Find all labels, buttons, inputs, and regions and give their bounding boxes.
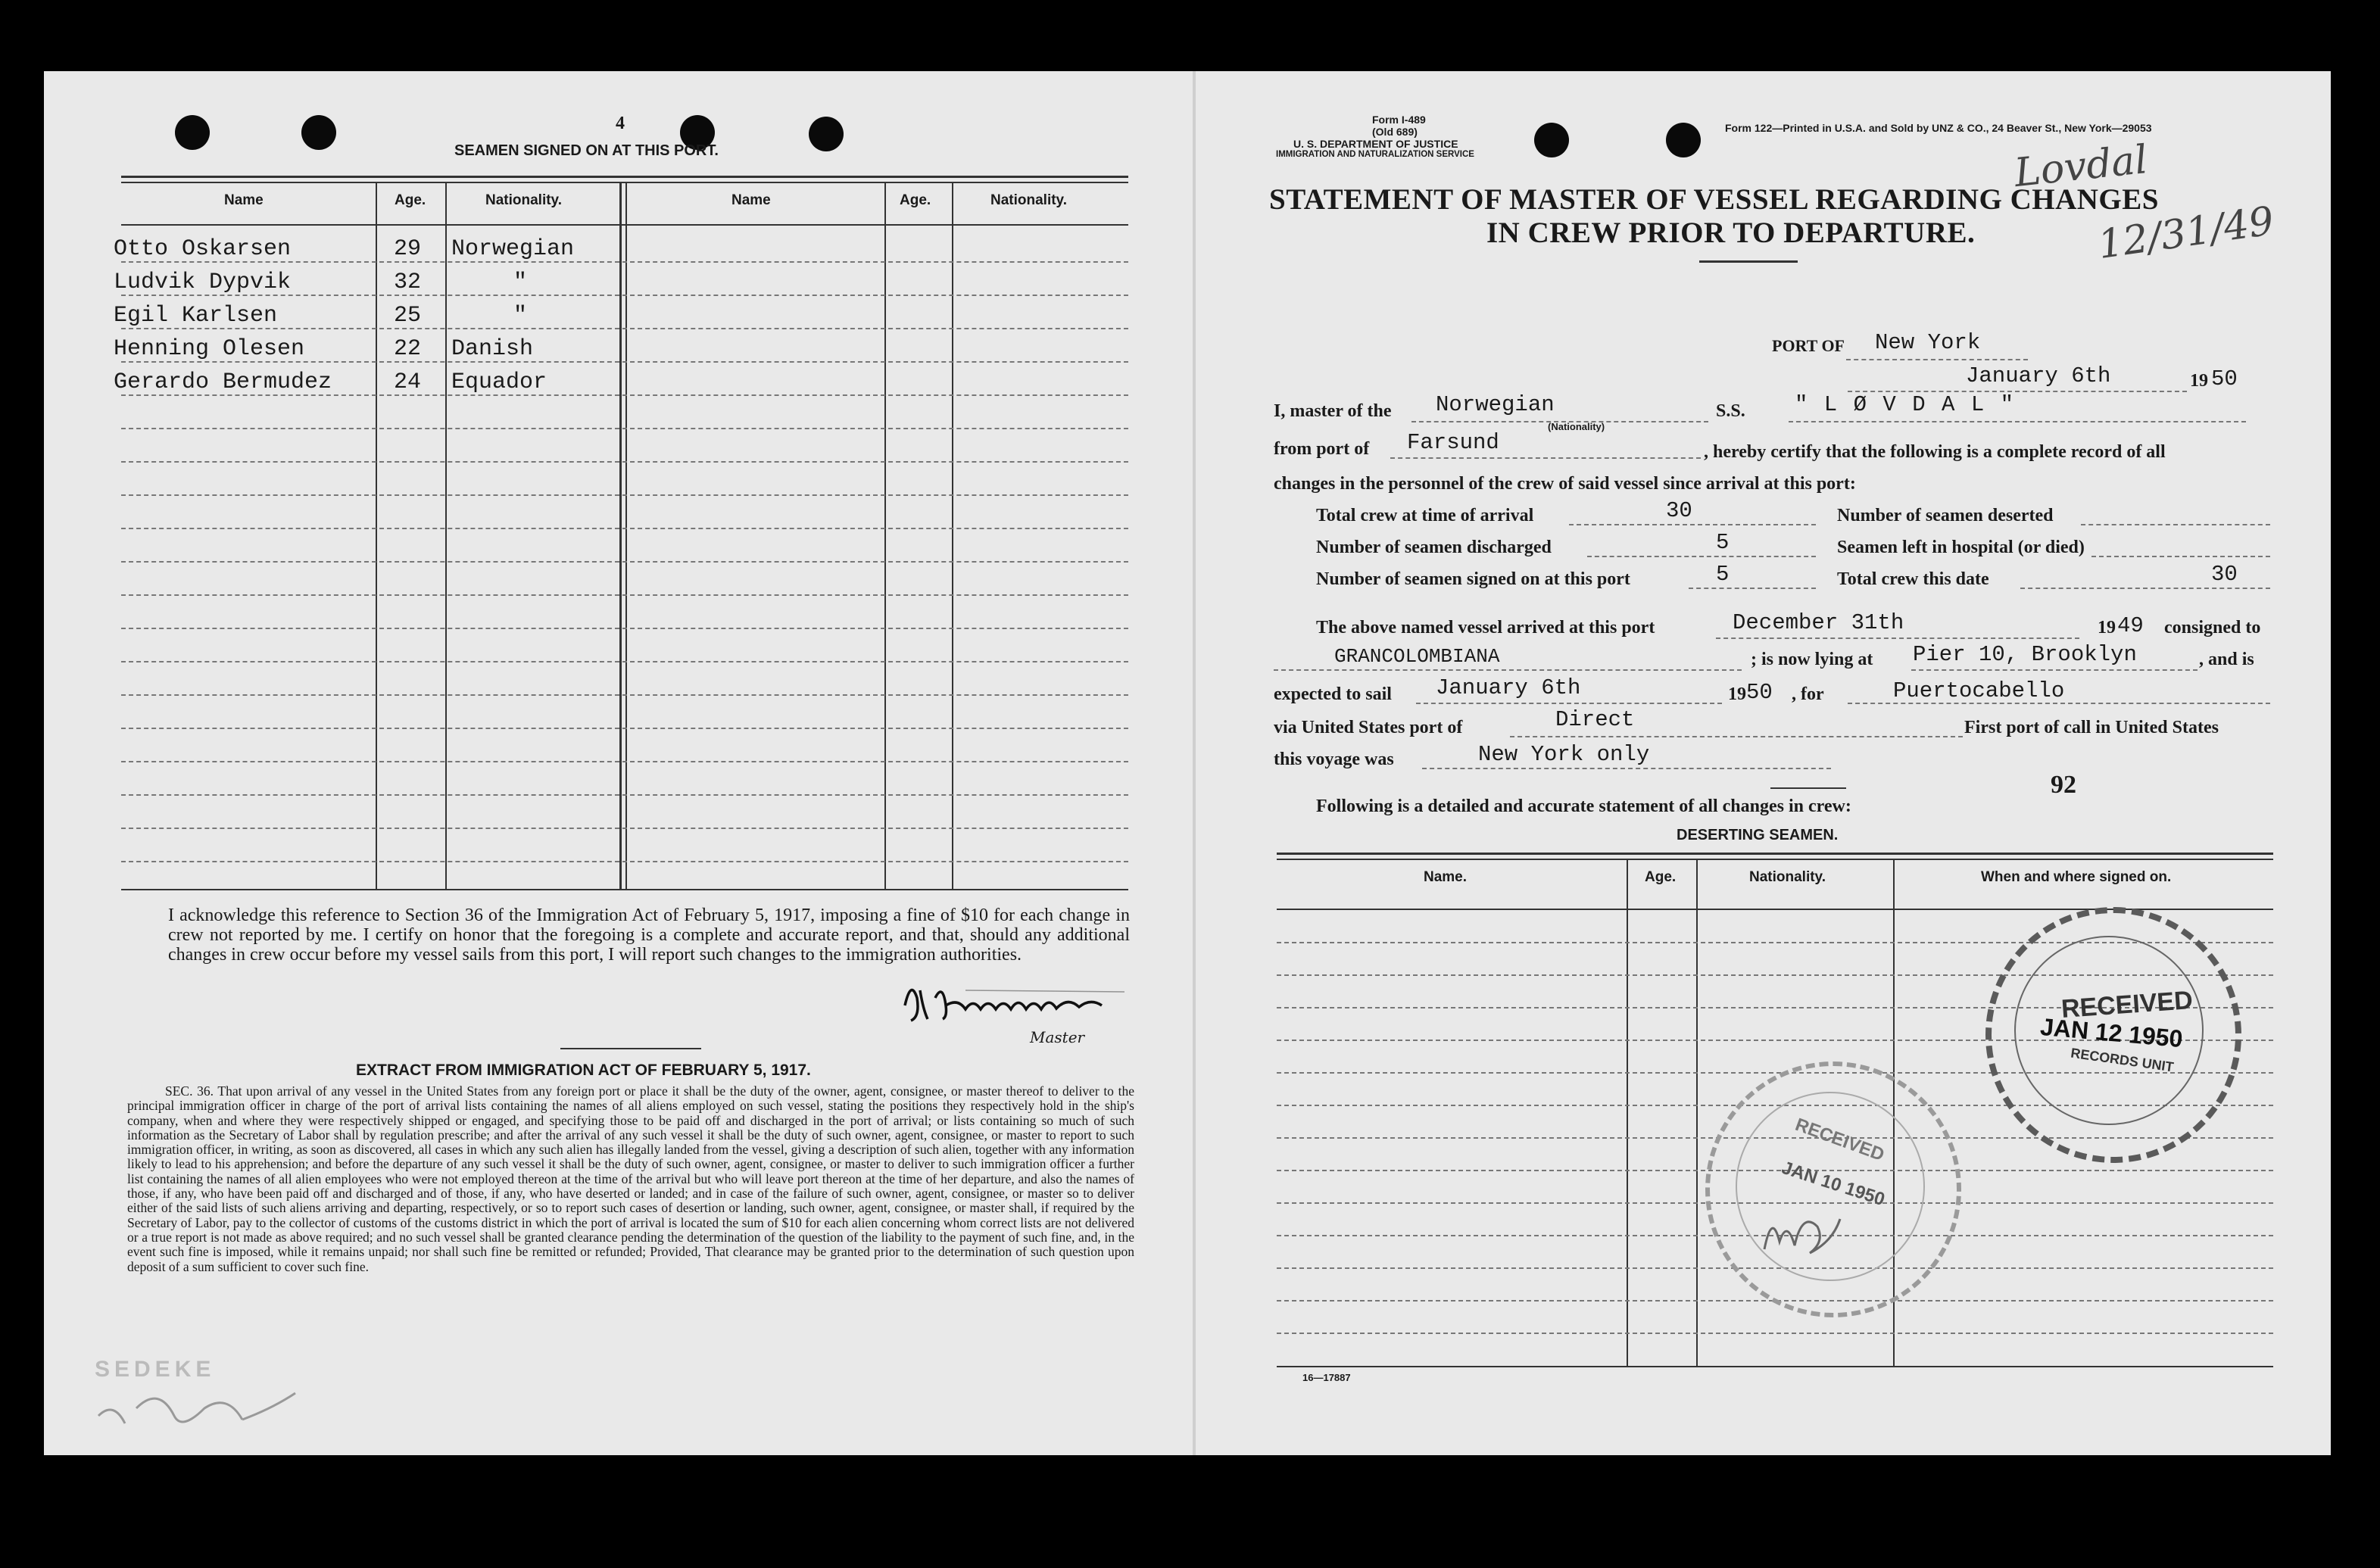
department-label: U. S. DEPARTMENT OF JUSTICE [1293,138,1458,150]
vessel-name: " L Ø V D A L " [1795,392,2016,417]
signed-value: 5 [1716,562,1730,587]
from-port-value: Farsund [1407,430,1499,455]
seaman-name: Henning Olesen [114,336,305,362]
seaman-nationality: " [513,270,528,295]
discharged-line [1587,556,1816,557]
lying-line [1911,669,2198,671]
date-value: January 6th [1966,363,2111,388]
for-value: Puertocabello [1893,678,2065,703]
deserted-label: Number of seamen deserted [1837,506,2054,525]
punch-hole [1666,123,1701,157]
table-row [114,303,277,329]
and-is-label: , and is [2199,650,2254,669]
col-header-name-2: Name [731,192,771,208]
second-received-stamp [1705,1061,1961,1317]
deserting-col-divider [1696,859,1698,1366]
via-value: Direct [1555,707,1635,732]
table-bottom-rule [121,889,1128,890]
arrived-value: December 31th [1733,610,1904,635]
stamp-initials [1757,1196,1848,1264]
col-header-nationality: Nationality. [485,192,562,208]
port-label: PORT OF [1772,336,1845,355]
col-divider [884,182,886,890]
arrived-year-prefix: 19 [2098,618,2116,637]
first-call-label: First port of call in United States [1964,718,2219,737]
seaman-name: Ludvik Dypvik [114,270,292,295]
ss-label: S.S. [1716,401,1745,421]
changes-text: changes in the personnel of the crew of said vessel since arrival at this port: [1274,474,1856,494]
consignee-value: GRANCOLOMBIANA [1334,645,1500,668]
punch-hole [301,115,336,150]
col-header-age: Age. [395,192,426,208]
lying-value: Pier 10, Brooklyn [1913,642,2137,667]
punch-hole [175,115,210,150]
header-rule [121,224,1128,226]
total-date-line [2020,588,2270,589]
deserting-top-rule [1277,859,2273,860]
title-rule [1699,260,1798,263]
signature-divider [560,1048,701,1049]
extract-text: SEC. 36. That upon arrival of any vessel in the United States from any foreign port or place it shall be the duty of the owner, agent, consignee, or master thereof to deliver to the principal immigration officer in charge of the port of arrival lists containing the names of all aliens employed on such vessel, stating the positions they respectively hold in the ship's company, when and where they were respectively shipped or engaged, and specifying those to be paid off and discharged in the port of arrival; or lists containing so much of such information as the Secretary of Labor shall by regulation prescribe; and after the arrival of any such vessel it shall be the duty of such owner, agent, consignee, or master to report to such immigration officer, in writing, as soon as discovered, all cases in which any such alien has illegally landed from the vessel, giving a description of such alien, together with any information likely to lead to his apprehension; and before the departure of any such vessel it shall be the duty of such owner, agent, consignee, or master to deliver to such immigration officer a further list containing the names of all alien employees who were not employed thereon at the time of the arrival but who will leave port thereon at the time of her departure, and also the names of those, if any, who have been paid off and discharged and of those, if any, who have deserted or landed; and in case of the failure of such owner, agent, consignee, or master so to deliver either of the said lists of such aliens arriving and departing, respectively, or so to report such cases of desertion or landing, such owner, agent, consignee, or master shall, if required by the Secretary of Labor, pay to the collector of customs of the customs district in which the port of arrival is located the sum of $10 for each alien concerning whom correct lists are not delivered or a true report is not made as above required; and no such vessel shall be granted clearance pending the determination of the question of the liability to the payment of such fine, and, in the event such fine is imposed, while it remains unpaid; nor shall such fine be remitted or refunded; Provided, That clearance may be granted prior to the determination of such question upon deposit of a sum sufficient to cover such fine. [127,1083,1134,1274]
expected-label: expected to sail [1274,684,1392,704]
arrived-line [1716,637,2079,639]
via-line [1510,736,1963,737]
received-stamp-date: JAN 12 1950 [2038,1012,2184,1053]
table-row [114,336,304,362]
seaman-age: 24 [394,369,422,395]
lying-label: ; is now lying at [1751,650,1873,669]
form-title-line-1: STATEMENT OF MASTER OF VESSEL REGARDING CHANGES [1269,183,2159,216]
expected-value: January 6th [1436,675,1581,700]
col-divider [619,182,622,890]
master-label: Master [1030,1028,1085,1046]
acknowledgement-text: I acknowledge this reference to Section 36 of the Immigration Act of February 5, 1917, imposing a fine of $10 for each change in crew not reported by me. I certify on honor that the foregoing is a complete and accurate report, and that, should any additional changes in crew occur before my vessel sails from this port, I will report such changes to the immigration authorities. [168,906,1130,965]
year-value: 50 [2211,366,2238,391]
total-arrival-value: 30 [1666,498,1692,523]
via-label: via United States port of [1274,718,1463,737]
page-mark: 92 [2051,771,2076,799]
margin-scribble [91,1378,303,1439]
seaman-nationality: Danish [451,336,534,362]
printer-note: Form 122—Printed in U.S.A. and Sold by UNZ & CO., 24 Beaver St., New York—29053 [1725,122,2152,134]
nationality-value: Norwegian [1436,392,1555,417]
page-number: 4 [616,114,625,133]
col-header-name: Name [224,192,264,208]
col-divider [952,182,953,890]
extract-title: EXTRACT FROM IMMIGRATION ACT OF FEBRUARY 5, 1917. [356,1061,811,1079]
table-row [114,236,291,262]
expected-line [1416,703,1722,704]
seaman-name: Gerardo Bermudez [114,369,332,395]
deserted-line [2081,524,2270,525]
form-title-line-2: IN CREW PRIOR TO DEPARTURE. [1486,217,1976,249]
total-date-label: Total crew this date [1837,569,1989,589]
table-top-rule [121,176,1128,178]
seaman-nationality: Norwegian [451,236,575,262]
following-text: Following is a detailed and accurate statement of all changes in crew: [1316,796,1851,816]
master-of-label: I, master of the [1274,401,1392,421]
seaman-age: 25 [394,303,422,329]
seaman-name: Otto Oskarsen [114,236,292,262]
arrived-year: 49 [2117,613,2144,638]
records-unit-label: RECORDS UNIT [2070,1045,2175,1075]
signed-line [1689,588,1816,589]
total-date-value: 30 [2211,562,2238,587]
seaman-age: 29 [394,236,422,262]
handwritten-vessel-name: Lovdal [2012,136,2150,197]
deserting-top-rule [1277,853,2273,855]
hospital-label: Seamen left in hospital (or died) [1837,538,2085,557]
deserting-col-divider [1627,859,1628,1366]
deserting-col-nationality: Nationality. [1749,869,1826,885]
from-port-line [1390,457,1701,459]
deserting-col-name: Name. [1424,869,1468,885]
deserting-bottom-rule [1277,1366,2273,1367]
handwritten-date: 12/31/49 [2095,198,2277,268]
col-header-nationality-2: Nationality. [990,192,1067,208]
master-signature [897,975,1147,1028]
seaman-age: 22 [394,336,422,362]
certify-text: , hereby certify that the following is a complete record of all [1704,442,2166,462]
nationality-caption: (Nationality) [1548,421,1605,432]
seaman-age: 32 [394,270,422,295]
hospital-line [2091,556,2270,557]
total-arrival-label: Total crew at time of arrival [1316,506,1534,525]
discharged-value: 5 [1716,530,1730,555]
total-arrival-line [1569,524,1816,525]
page-fold [1193,71,1196,1455]
received-stamp [1985,907,2241,1163]
col-divider [376,182,377,890]
consigned-label: consigned to [2164,618,2261,637]
table-top-rule [121,182,1128,183]
discharged-label: Number of seamen discharged [1316,538,1552,557]
port-value: New York [1875,330,1981,355]
received-stamp-label: RECEIVED [2060,985,2194,1024]
form-old-number: (Old 689) [1372,126,1418,138]
sail-year: 50 [1746,680,1773,705]
seaman-nationality: Equador [451,369,547,395]
for-label: , for [1792,684,1824,704]
seaman-name: Egil Karlsen [114,303,278,329]
signed-on-heading: SEAMEN SIGNED ON AT THIS PORT. [454,142,719,159]
voyage-value: New York only [1478,742,1650,767]
deserting-col-age: Age. [1645,869,1677,885]
form-number: Form I-489 [1372,114,1426,126]
section-rule [1770,787,1846,789]
sail-year-prefix: 19 [1728,684,1746,704]
voyage-label: this voyage was [1274,750,1394,769]
arrived-label: The above named vessel arrived at this port [1316,618,1655,637]
deserting-col-signed-on: When and where signed on. [1981,869,2172,885]
voyage-line [1422,768,1831,769]
col-header-age-2: Age. [900,192,931,208]
second-stamp-date: JAN 10 1950 [1779,1157,1888,1211]
col-divider [445,182,447,890]
deserting-heading: DESERTING SEAMEN. [1677,827,1839,843]
port-line [1846,359,2028,360]
from-port-label: from port of [1274,439,1370,459]
year-prefix: 19 [2190,371,2208,391]
signed-label: Number of seamen signed on at this port [1316,569,1630,589]
margin-stamp: SEDEKE [95,1357,216,1382]
second-stamp-label: RECEIVED [1792,1114,1887,1166]
punch-hole [809,117,844,151]
footer-code: 16—17887 [1302,1372,1351,1383]
table-row [114,270,291,295]
service-label: IMMIGRATION AND NATURALIZATION SERVICE [1276,150,1474,159]
col-divider [625,182,627,890]
seaman-nationality: " [513,303,528,329]
consignee-line [1274,669,1742,671]
vessel-line [1789,421,2246,422]
table-row [114,369,332,395]
punch-hole [1534,123,1569,157]
